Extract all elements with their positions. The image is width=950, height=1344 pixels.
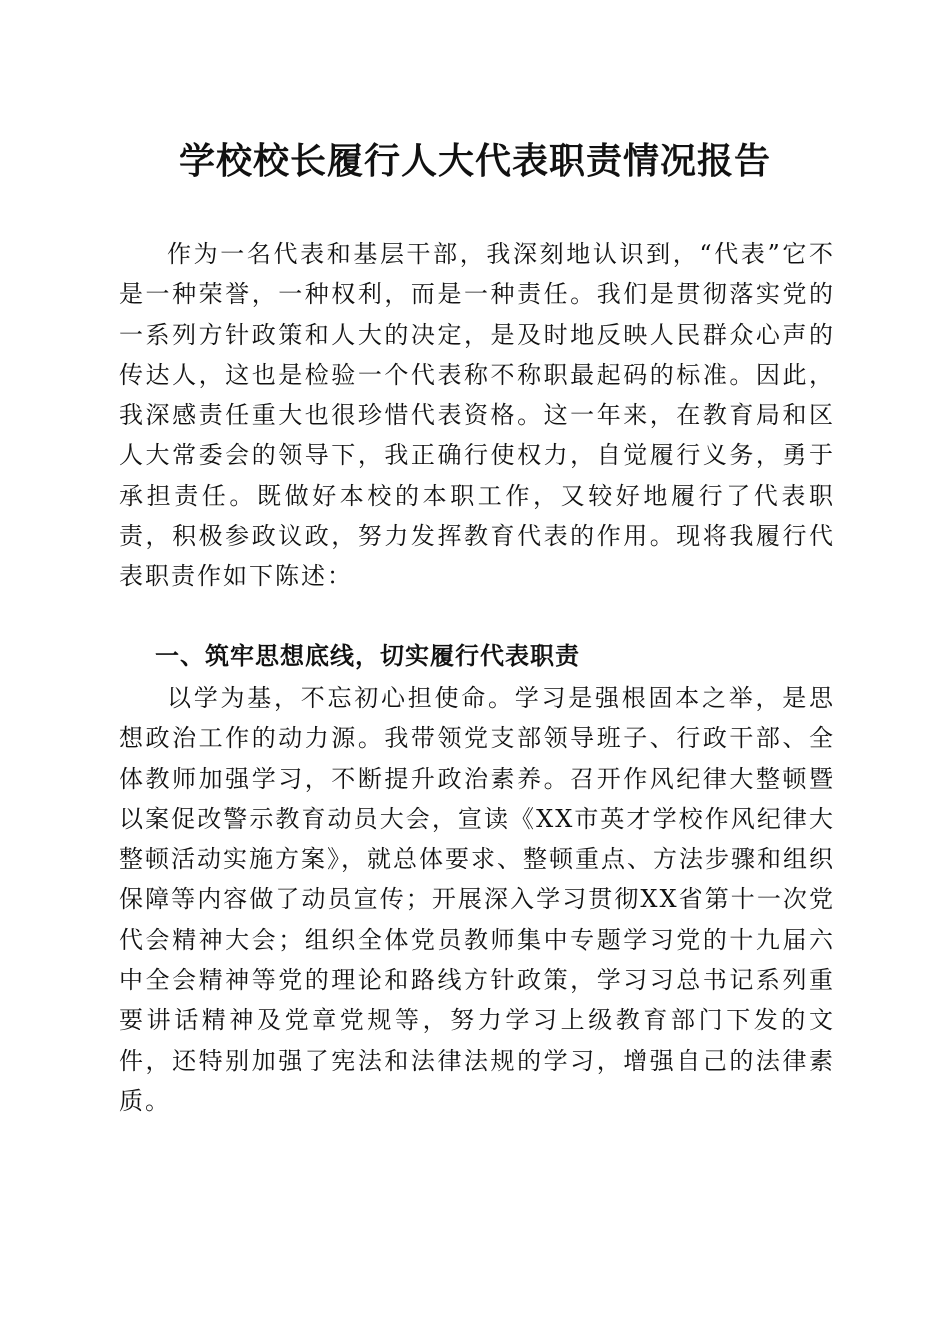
section-paragraph: 以学为基，不忘初心担使命。学习是强根固本之举，是思想政治工作的动力源。我带领党支部领导班子、行政干部、全体教师加强学习，不断提升政治素养。召开作风纪律大整顿暨以案促改警示教育动员大会，宣读《XX市英才学校作风纪律大整顿活动实施方案》，就总体要求、整顿重点、方法步骤和组织保障等内容做了动员宣传；开展深入学习贯彻XX省第十一次党代会精神大会；组织全体党员教师集中专题学习党的十九届六中全会精神等党的理论和路线方针政策，学习习总书记系列重要讲话精神及党章党规等，努力学习上级教育部门下发的文件，还特别加强了宪法和法律法规的学习，增强自己的法律素质。 (119, 684, 835, 1115)
document-title: 学校校长履行人大代表职责情况报告 (178, 140, 771, 182)
section-heading: 一、筑牢思想底线，切实履行代表职责 (155, 642, 580, 670)
intro-paragraph: 作为一名代表和基层干部，我深刻地认识到，“代表”它不是一种荣誉，一种权利，而是一种责任。我们是贯彻落实党的一系列方针政策和人大的决定，是及时地反映人民群众心声的传达人，这也是检验一个代表称不称职最起码的标准。因此，我深感责任重大也很珍惜代表资格。这一年来，在教育局和区人大常委会的领导下，我正确行使权力，自觉履行义务，勇于承担责任。既做好本校的本职工作，又较好地履行了代表职责，积极参政议政，努力发挥教育代表的作用。现将我履行代表职责作如下陈述： (119, 240, 835, 591)
